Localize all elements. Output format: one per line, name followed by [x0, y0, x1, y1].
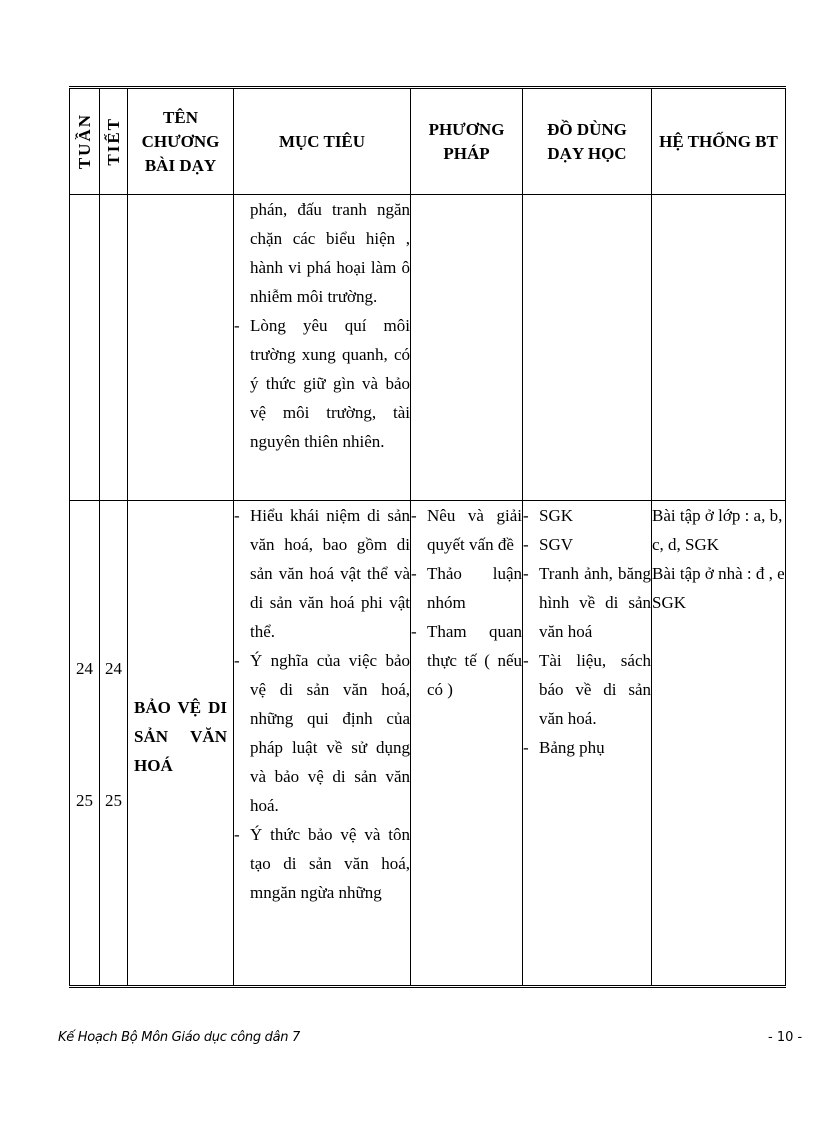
muc-tieu-cell — [234, 501, 411, 987]
list-item: - Tài liệu, sách báo về di sản văn hoá. — [523, 651, 651, 728]
table-header-row — [70, 88, 786, 195]
page-number: - 10 - — [768, 1030, 803, 1045]
header-phuong-phap: PHƯƠNG PHÁP — [411, 88, 523, 195]
list-item: - SGK — [523, 506, 574, 525]
tuan-cell: 24 25 — [70, 501, 100, 987]
header-muc-tieu: MỤC TIÊU — [234, 88, 411, 195]
list-item: - Nêu và giải quyết vấn đề — [411, 506, 522, 554]
list-item: - Tranh ảnh, băng hình về di sản văn hoá — [523, 564, 651, 641]
muc-tieu-continued-cell — [234, 195, 411, 501]
table-row — [70, 501, 786, 987]
list-item: - Thảo luận nhóm — [411, 564, 522, 612]
header-tuan: TUẦN — [70, 88, 100, 195]
he-thong-bt-cell — [652, 501, 786, 987]
do-dung-cell — [523, 501, 652, 987]
footer-title: Kế Hoạch Bộ Môn Giáo dục công dân 7 — [58, 1030, 301, 1045]
ten-bai-cell — [128, 501, 234, 987]
phuong-phap-cell — [411, 501, 523, 987]
header-he-thong-bt: HỆ THỐNG BT — [652, 88, 786, 195]
header-ten-chuong: TÊN CHƯƠNG BÀI DẠY — [128, 88, 234, 195]
bai-tap-nha: Bài tập ở nhà : đ , e SGK — [652, 564, 785, 612]
lesson-title: BẢO VỆ DI SẢN VĂN HOÁ — [134, 698, 227, 775]
list-item: - Hiểu khái niệm di sản văn hoá, bao gồm di sản văn hoá vật thể và di sản văn hoá phi vật thể. — [234, 506, 410, 641]
list-item: - Lòng yêu quí môi trường xung quanh, có ý thức giữ gìn và bảo vệ môi trường, tài nguyên thiên nhiên. — [234, 316, 410, 451]
lesson-plan-table — [69, 86, 786, 988]
list-item: - Bảng phụ — [523, 738, 605, 757]
bai-tap-lop: Bài tập ở lớp : a, b, c, d, SGK — [652, 506, 783, 554]
muc-tieu-continued-text: phán, đấu tranh ngăn chặn các biểu hiện , hành vi phá hoại làm ô nhiễm môi trường. — [250, 200, 410, 306]
tiet-cell: 24 25 — [100, 501, 128, 987]
list-item: - SGV — [523, 535, 574, 554]
list-item: - Ý nghĩa của việc bảo vệ di sản văn hoá, những qui định của pháp luật về sử dụng và bảo vệ di sản văn hoá. — [234, 651, 410, 815]
table-row — [70, 195, 786, 501]
header-tiet: TIẾT — [100, 88, 128, 195]
list-item: - Tham quan thực tế ( nếu có ) — [411, 622, 522, 699]
header-do-dung: ĐỒ DÙNG DẠY HỌC — [523, 88, 652, 195]
list-item: - Ý thức bảo vệ và tôn tạo di sản văn hoá, mngăn ngừa những — [234, 825, 410, 902]
